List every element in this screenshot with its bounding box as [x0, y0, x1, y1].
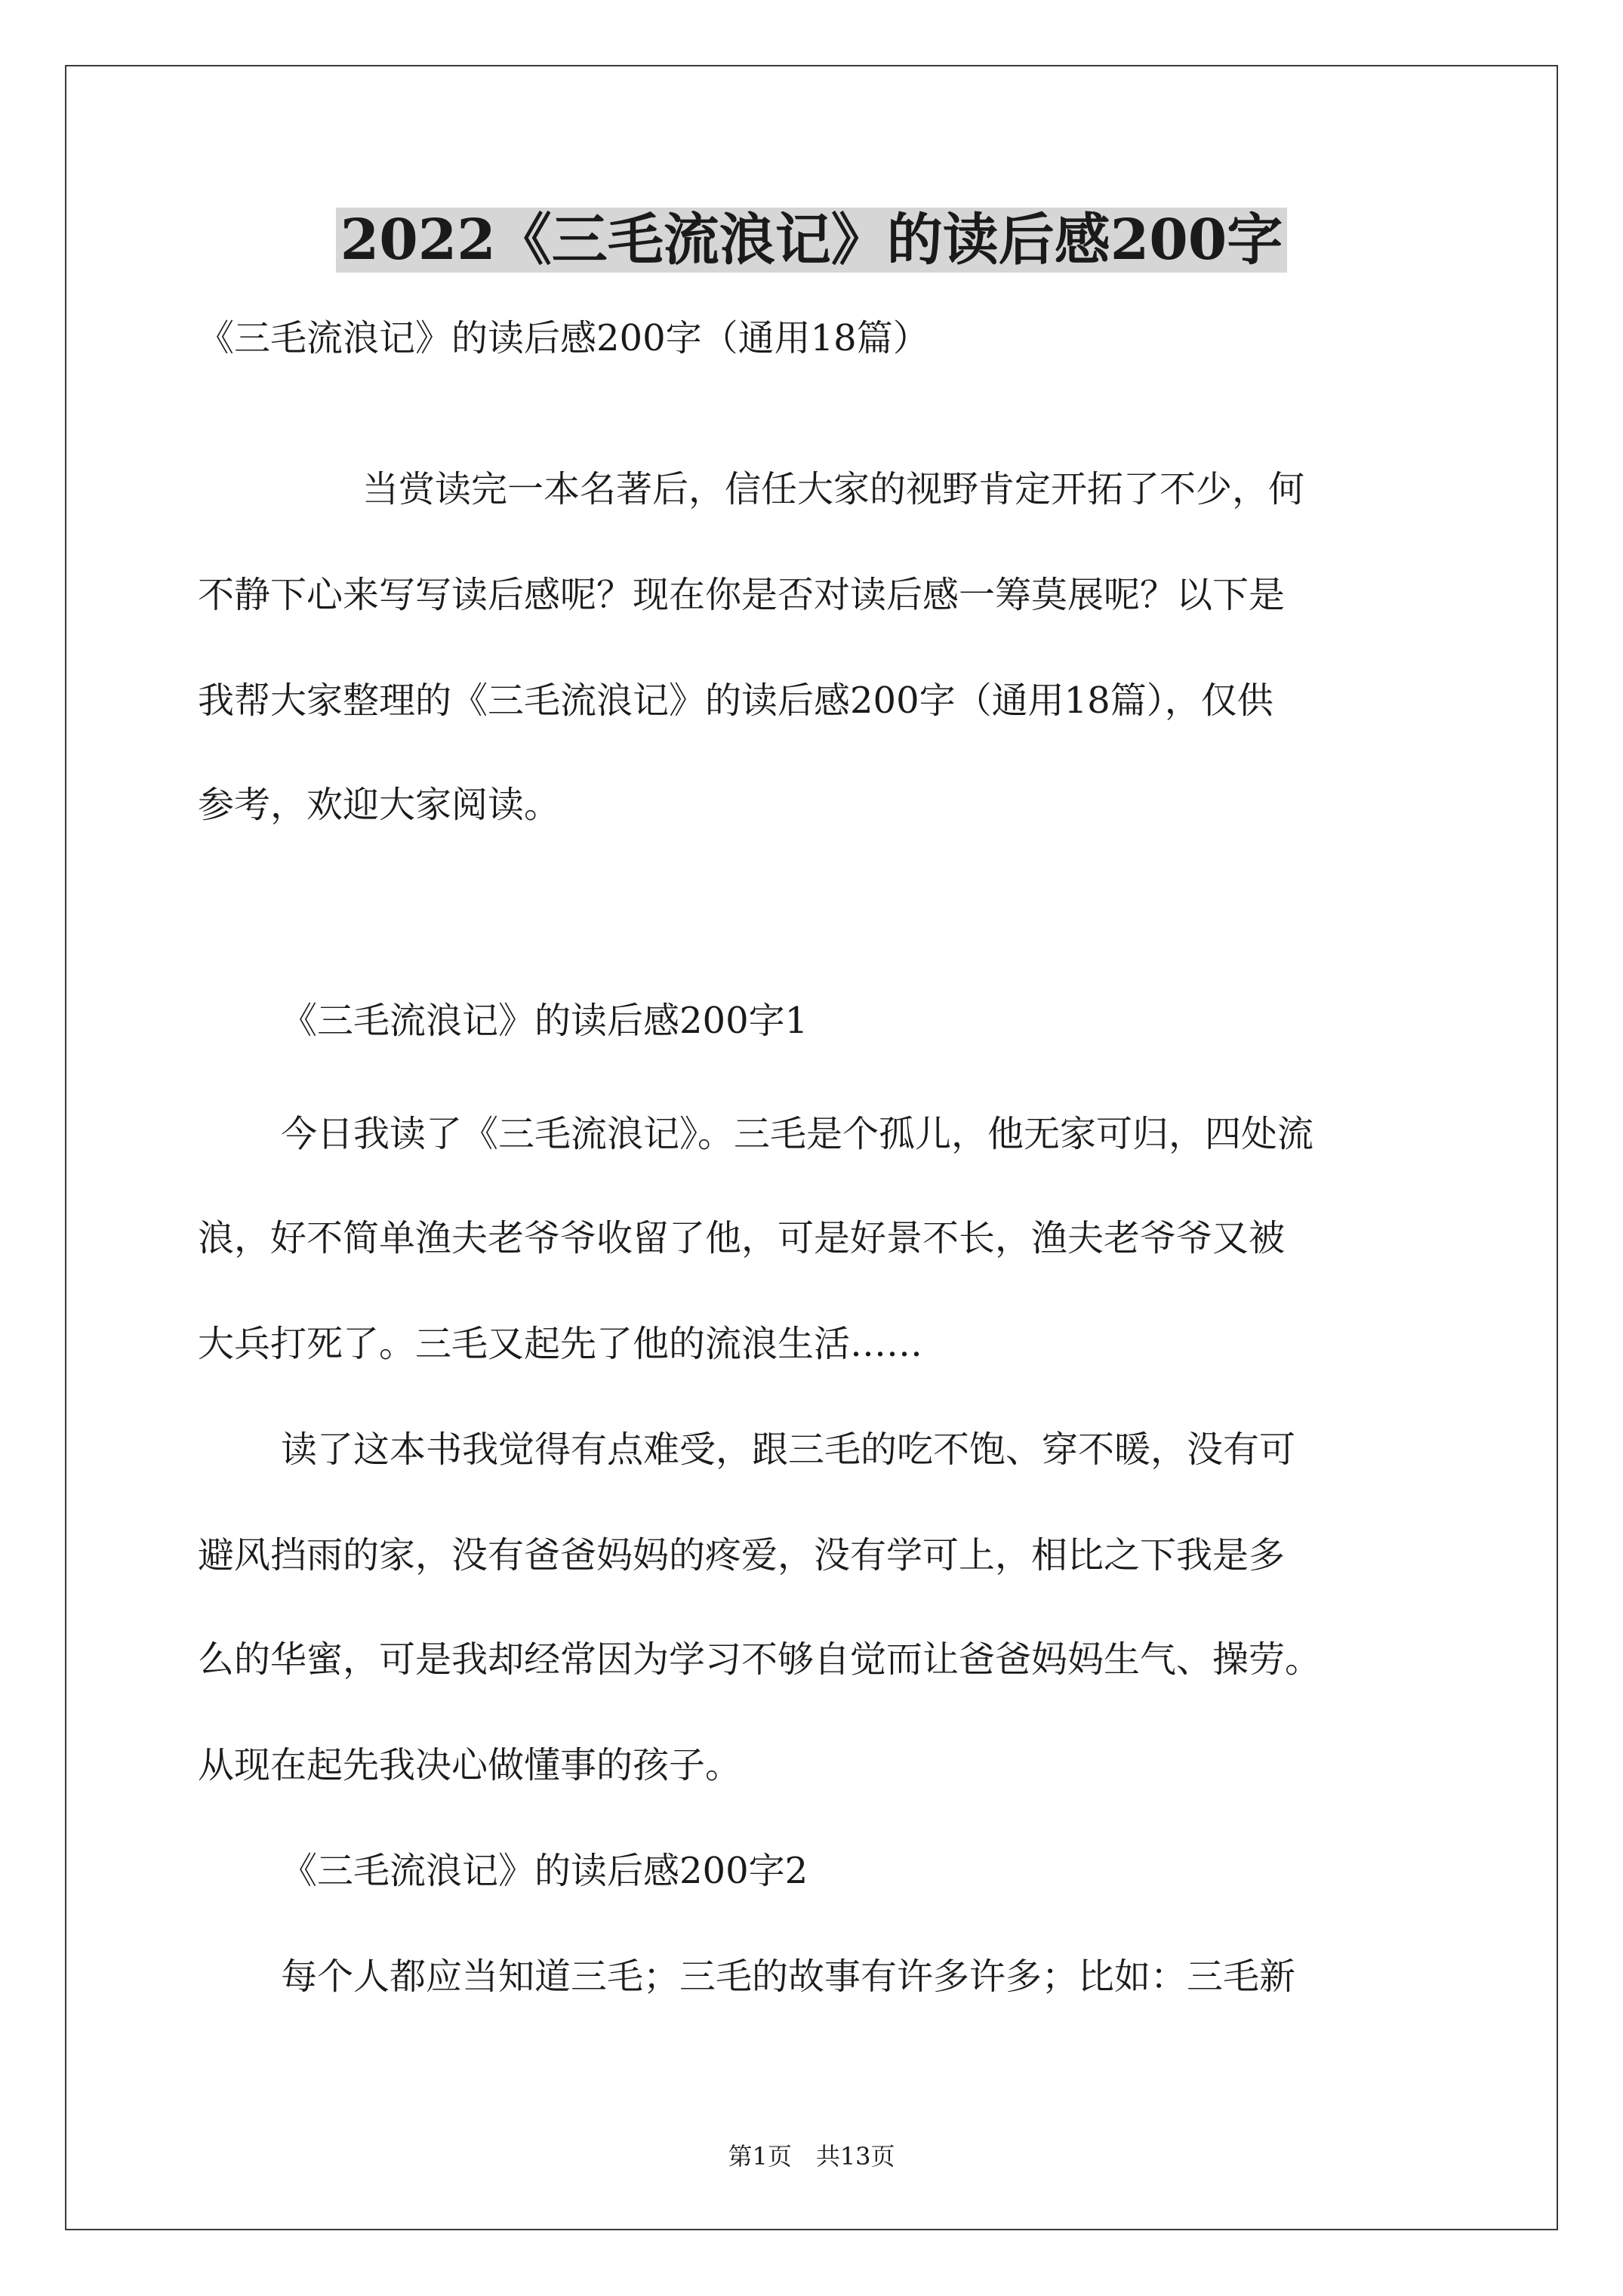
- intro-line: 参考，欢迎大家阅读。: [198, 784, 561, 826]
- paragraph-line: 每个人都应当知道三毛；三毛的故事有许多许多；比如：三毛新: [281, 1955, 1296, 1998]
- intro-line: 当赏读完一本名著后，信任大家的视野肯定开拓了不少，何: [362, 468, 1305, 510]
- paragraph-line: 浪，好不简单渔夫老爷爷收留了他，可是好景不长，渔夫老爷爷又被: [198, 1217, 1286, 1259]
- paragraph-line: 今日我读了《三毛流浪记》。三毛是个孤儿，他无家可归，四处流: [281, 1113, 1314, 1155]
- paragraph-line: 从现在起先我决心做懂事的孩子。: [198, 1744, 742, 1786]
- document-subtitle: 《三毛流浪记》的读后感200字（通用18篇）: [198, 317, 929, 359]
- paragraph-line: 么的华蜜，可是我却经常因为学习不够自觉而让爸爸妈妈生气、操劳。: [198, 1638, 1322, 1681]
- page-number: 第1页 共13页: [728, 2142, 895, 2171]
- section-heading: 《三毛流浪记》的读后感200字1: [281, 1000, 808, 1042]
- intro-line: 不静下心来写写读后感呢？现在你是否对读后感一筹莫展呢？以下是: [198, 574, 1286, 616]
- section-heading: 《三毛流浪记》的读后感200字2: [281, 1850, 808, 1892]
- intro-line: 我帮大家整理的《三毛流浪记》的读后感200字（通用18篇），仅供: [198, 680, 1273, 722]
- paragraph-line: 读了这本书我觉得有点难受，跟三毛的吃不饱、穿不暖，没有可: [281, 1428, 1296, 1471]
- document-title: 2022《三毛流浪记》的读后感200字: [0, 202, 1623, 278]
- paragraph-line: 避风挡雨的家，没有爸爸妈妈的疼爱，没有学可上，相比之下我是多: [198, 1534, 1286, 1576]
- paragraph-line: 大兵打死了。三毛又起先了他的流浪生活……: [198, 1323, 923, 1365]
